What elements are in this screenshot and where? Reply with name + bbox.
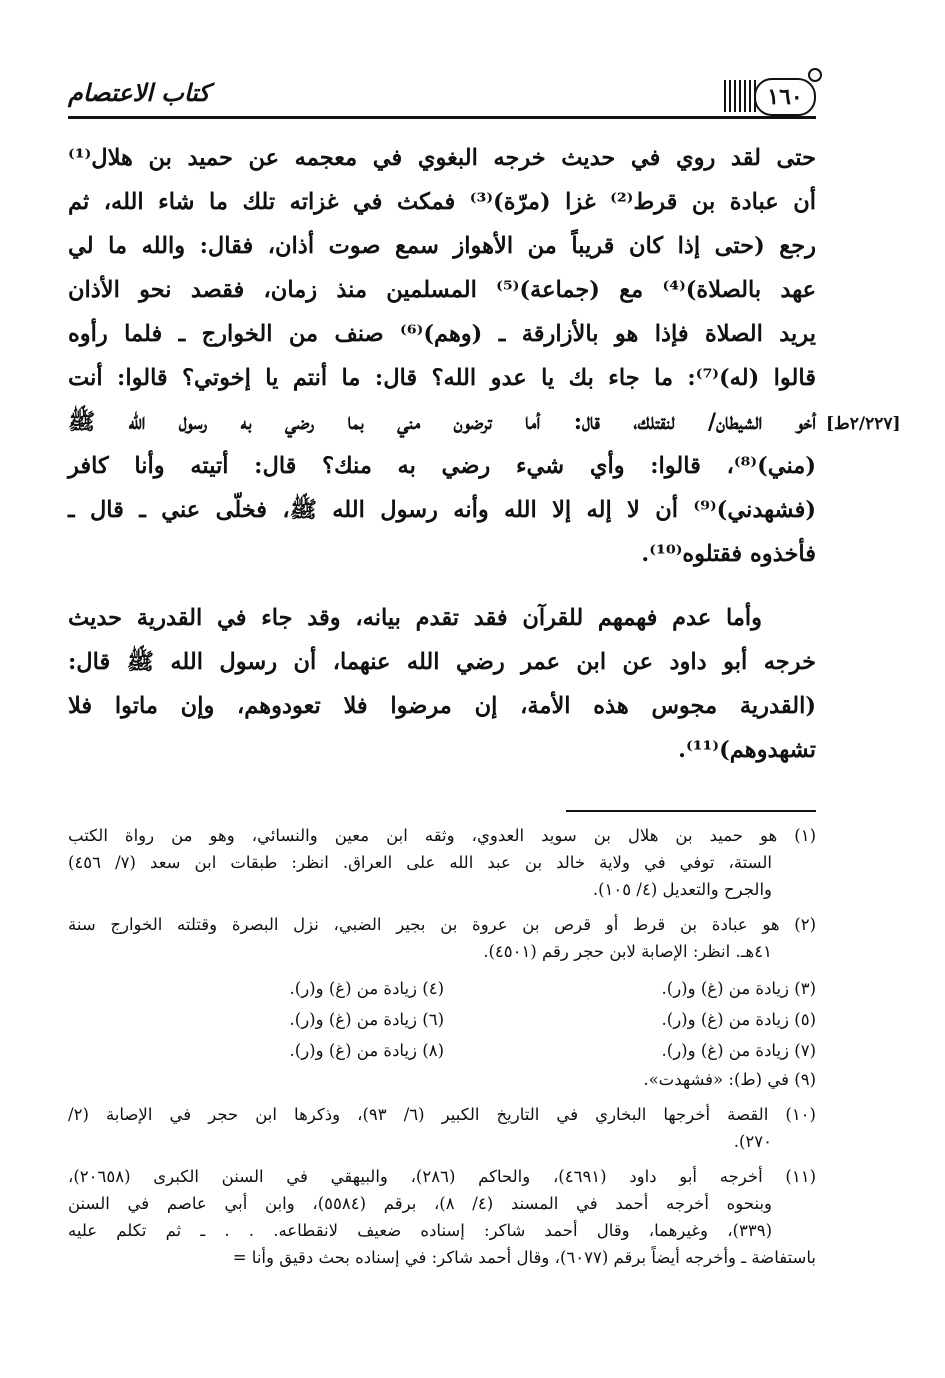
footnote-line: (٢) هو عبادة بن قرط أو قرص بن عروة بن بجير الضبي، نزل البصرة وقتلته الخوارج سنة [68, 915, 816, 934]
footnote-line: والجرح والتعديل (٤/ ١٠٥). [592, 880, 772, 899]
footnote-10 [68, 1101, 816, 1155]
footnote-2 [68, 911, 816, 965]
badge-ornament-icon [808, 68, 822, 82]
footnote-4: (٤) زيادة من (غ) و(ر). [289, 979, 444, 998]
footnote-line: (٩) في (ط): «فشهدت». [643, 1070, 816, 1089]
text-line: يريد الصلاة فإذا هو بالأزارقة ـ (وهم)⁽⁶⁾ صنف من الخوارج ـ فلما رأوه [68, 321, 816, 347]
text-line: فأخذوه فقتلوه⁽¹⁰⁾. [641, 541, 816, 567]
footnote-pair [68, 1004, 816, 1035]
text-line: أخو الشيطان/ لنقتلك، قال: أما ترضون مني بما رضي به رسول الله ﷺ [68, 409, 816, 435]
header-rule [68, 116, 816, 119]
footnote-7: (٧) زيادة من (غ) و(ر). [661, 1041, 816, 1060]
footnotes-3-8 [68, 973, 816, 1066]
footnote-line: ٤١هـ. انظر: الإصابة لابن حجر رقم (٤٥٠١). [483, 942, 772, 961]
footnote-8: (٨) زيادة من (غ) و(ر). [289, 1041, 444, 1060]
text-line: (مني)⁽⁸⁾، قالوا: وأي شيء رضي به منك؟ قال: أتيته وأنا كافر [68, 453, 816, 479]
footnote-line: (٣٣٩)، وغيرهما، وقال أحمد شاكر: إسناده ضعيف لانقطاعه. . . ـ ثم تكلم عليه [68, 1221, 772, 1240]
footnote-line: الستة، توفي في ولاية خالد بن عبد الله على العراق. انظر: طبقات ابن سعد (٧/ ٤٥٦) [68, 853, 772, 872]
page-number: ١٦٠ [754, 78, 816, 116]
text-line: قالوا (له)⁽⁷⁾: ما جاء بك يا عدو الله؟ قال: ما أنتم يا إخوتي؟ قالوا: أنت [68, 365, 816, 391]
footnote-3: (٣) زيادة من (غ) و(ر). [661, 979, 816, 998]
footnote-line: باستفاضة ـ وأخرجه أيضاً برقم (٦٠٧٧)، وقال أحمد شاكر: في إسناده بحث دقيق وأنا = [232, 1248, 816, 1267]
text-line: (القدرية مجوس هذه الأمة، إن مرضوا فلا تعودوهم، وإن ماتوا فلا [68, 693, 816, 719]
footnote-6: (٦) زيادة من (غ) و(ر). [289, 1010, 444, 1029]
footnote-separator [566, 810, 816, 812]
footnote-line: وبنحوه أخرجه أحمد في المسند (٤/ ٨)، برقم (٥٥٨٤)، وابن أبي عاصم في السنن [68, 1194, 773, 1213]
footnote-pair [68, 1035, 816, 1066]
page-header [68, 72, 816, 120]
text-line: عهد بالصلاة)⁽⁴⁾ مع (جماعة)⁽⁵⁾ المسلمين منذ زمان، فقصد نحو الأذان [68, 277, 816, 303]
footnote-line: ٢٧٠). [733, 1132, 772, 1151]
main-text [68, 136, 816, 772]
page-number-badge [724, 72, 816, 116]
footnote-pair [68, 973, 816, 1004]
footnote-line: (١١) أخرجه أبو داود (٤٦٩١)، والحاكم (٢٨٦)، والبيهقي في السنن الكبرى (٢٠٦٥٨)، [68, 1167, 816, 1186]
text-line: حتى لقد روي في حديث خرجه البغوي في معجمه عن حميد بن هلال⁽¹⁾ [68, 145, 816, 171]
footnote-11 [68, 1163, 816, 1271]
running-title: كتاب الاعتصام [68, 78, 210, 107]
paragraph-2 [68, 596, 816, 772]
text-line: أن عبادة بن قرط⁽²⁾ غزا (مرّة)⁽³⁾ فمكث في غزاته تلك ما شاء الله، ثم [68, 189, 816, 215]
footnote-1 [68, 822, 816, 903]
footnote-line: (١٠) القصة أخرجها البخاري في التاريخ الكبير (٦/ ٩٣)، وذكرها ابن حجر في الإصابة (٢/ [68, 1105, 816, 1124]
text-line: رجع (حتى إذا كان قريباً من الأهواز سمع صوت أذان، فقال: والله ما لي [68, 233, 817, 259]
hatch-ornament [724, 80, 758, 112]
footnote-9 [68, 1066, 816, 1093]
footnote-5: (٥) زيادة من (غ) و(ر). [661, 1010, 816, 1029]
text-line: وأما عدم فهمهم للقرآن فقد تقدم بيانه، وقد جاء في القدرية حديث [68, 605, 762, 631]
margin-note: [٢/٢٢٧ط] [826, 414, 901, 434]
text-line: (فشهدني)⁽⁹⁾ أن لا إله إلا الله وأنه رسول الله ﷺ، فخلّى عني ـ قال ـ [68, 497, 816, 523]
text-line: خرجه أبو داود عن ابن عمر رضي الله عنهما، أن رسول الله ﷺ قال: [68, 649, 816, 675]
text-line: تشهدوهم)⁽¹¹⁾. [678, 737, 816, 763]
footnotes [68, 822, 816, 1271]
paragraph-1 [68, 136, 816, 576]
footnote-line: (١) هو حميد بن هلال بن سويد العدوي، وثقه ابن معين والنسائي، وهو من رواة الكتب [68, 826, 816, 845]
